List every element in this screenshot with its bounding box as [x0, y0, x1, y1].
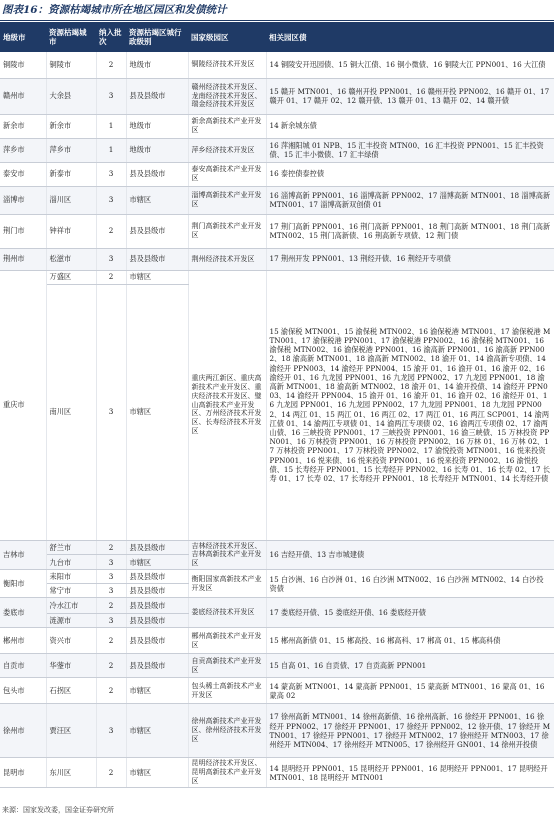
table-row [0, 78, 554, 114]
cell-city: 赣州市 [0, 78, 46, 114]
resource-city-table [0, 22, 554, 788]
cell-bonds: 17 娄底经开债、15 娄底经开债、16 娄底经开债 [266, 598, 554, 628]
cell-batch: 1 [96, 138, 126, 162]
table-row [0, 214, 554, 248]
cell-level: 县及县级市 [126, 540, 188, 555]
cell-city: 自贡市 [0, 654, 46, 678]
cell-level: 县及县级市 [126, 78, 188, 114]
cell-zone: 铜陵经济技术开发区 [188, 52, 266, 78]
cell-level: 市辖区 [126, 555, 188, 570]
cell-batch: 2 [96, 678, 126, 704]
table-row [0, 704, 554, 758]
cell-city: 娄底市 [0, 598, 46, 628]
cell-batch: 3 [96, 614, 126, 628]
cell-city: 荆门市 [0, 214, 46, 248]
header-batch: 纳入批次 [96, 22, 126, 52]
cell-batch: 3 [96, 570, 126, 584]
cell-bonds: 15 白沙洲、16 白沙洲 01、16 白沙洲 MTN002、16 白沙洲 MTN002、14 白沙投资债 [266, 570, 554, 598]
cell-batch: 2 [96, 758, 126, 788]
figure-title-bar [0, 0, 554, 21]
cell-city: 郴州市 [0, 628, 46, 654]
source-note: 来源：国家发改委，国金证券研究所 [2, 806, 114, 814]
cell-zone: 赣州经济技术开发区、龙南经济技术开发区、瑞金经济技术开发区 [188, 78, 266, 114]
cell-batch: 2 [96, 270, 126, 284]
cell-zone: 萍乡经济技术开发区 [188, 138, 266, 162]
figure-title: 图表16：资源枯竭城市所在地区园区和发债统计 [2, 4, 227, 16]
cell-level: 地级市 [126, 52, 188, 78]
cell-sub: 萍乡市 [46, 138, 96, 162]
cell-city: 吉林市 [0, 540, 46, 570]
header-city: 地级市 [0, 22, 46, 52]
cell-batch: 3 [96, 704, 126, 758]
cell-bonds: 17 荆门高新 PPN001、16 荆门高新 PPN001、18 荆门高新 MTN001、18 荆门高新 MTN002、15 荆门高新债、16 荆高新专项债、12 荆门债 [266, 214, 554, 248]
cell-batch: 3 [96, 248, 126, 270]
cell-bonds: 15 赣开 MTN001、16 赣州开投 PPN001、16 赣州开投 PPN002、16 赣开 01、17 赣开 01、17 赣开 02、12 赣开债、13 赣开 01、13 赣开 02、14 赣开债 [266, 78, 554, 114]
cell-bonds: 17 徐州高新 MTN001、14 徐州高新债、16 徐州高新、16 徐经开 PPN001、16 徐经开 PPN002、17 徐经开 PPN001、17 徐经开 PPN002、12 徐开债、17 徐经开 MTN001、17 徐经开 PPN001、17 徐经开 MTN002、17 徐州经开 MTN003、17 徐州经开 MTN004、17 徐州经开 MTN005、17 徐州经开 GN001、14 徐州开投债 [266, 704, 554, 758]
cell-city: 包头市 [0, 678, 46, 704]
cell-batch: 2 [96, 540, 126, 555]
cell-sub: 常宁市 [46, 584, 96, 598]
cell-sub: 万盛区 [46, 270, 96, 284]
table-row [0, 540, 554, 555]
table-row [0, 758, 554, 788]
cell-sub: 钟祥市 [46, 214, 96, 248]
cell-sub: 石拐区 [46, 678, 96, 704]
cell-bonds: 14 昆明经开 PPN001、15 昆明经开 PPN001、16 昆明经开 PPN001、17 昆明经开 MTN001、18 昆明经开 MTN001 [266, 758, 554, 788]
cell-level: 地级市 [126, 138, 188, 162]
cell-zone: 重庆两江新区、重庆高新技术产业开发区、重庆经济技术开发区、璧山高新技术产业开发区、万州经济技术开发区、长寿经济技术开发区 [188, 270, 266, 540]
cell-sub: 淄川区 [46, 186, 96, 214]
cell-zone: 包头稀土高新技术产业开发区 [188, 678, 266, 704]
cell-sub: 新泰市 [46, 162, 96, 186]
cell-level: 市辖区 [126, 186, 188, 214]
cell-zone: 荆门高新技术产业开发区 [188, 214, 266, 248]
cell-batch: 3 [96, 584, 126, 598]
cell-zone: 昆明经济技术开发区、昆明高新技术产业开发区 [188, 758, 266, 788]
cell-batch: 2 [96, 214, 126, 248]
cell-zone: 徐州高新技术产业开发区、徐州经济技术开发区 [188, 704, 266, 758]
cell-sub: 大余县 [46, 78, 96, 114]
cell-bonds: 14 新余城东债 [266, 114, 554, 138]
cell-city: 泰安市 [0, 162, 46, 186]
cell-sub: 九台市 [46, 555, 96, 570]
cell-level: 县及县级市 [126, 162, 188, 186]
header-admin-level: 资源枯竭区城行政级别 [126, 22, 188, 52]
cell-level: 县及县级市 [126, 614, 188, 628]
header-national-zone: 国家级园区 [188, 22, 266, 52]
cell-sub: 涟源市 [46, 614, 96, 628]
cell-bonds: 17 荆州开发 PPN001、13 荆经开债、16 荆经开专项债 [266, 248, 554, 270]
table-row [0, 138, 554, 162]
table-row [0, 570, 554, 584]
cell-zone: 荆州经济技术开发区 [188, 248, 266, 270]
cell-level: 县及县级市 [126, 598, 188, 614]
cell-level: 市辖区 [126, 704, 188, 758]
cell-level: 市辖区 [126, 678, 188, 704]
cell-batch: 3 [96, 284, 126, 540]
cell-bonds: 16 泰控债泰控债 [266, 162, 554, 186]
cell-bonds: 15 自高 01、16 自贡债、17 自贡高新 PPN001 [266, 654, 554, 678]
cell-batch: 3 [96, 186, 126, 214]
cell-bonds: 16 淄博高新 PPN001、16 淄博高新 PPN002、17 淄博高新 MTN001、18 淄博高新 MTN001、17 淄博高新双创债 01 [266, 186, 554, 214]
table-row [0, 162, 554, 186]
table-row [0, 248, 554, 270]
cell-level: 县及县级市 [126, 654, 188, 678]
cell-sub: 新余市 [46, 114, 96, 138]
cell-city: 徐州市 [0, 704, 46, 758]
cell-batch: 3 [96, 78, 126, 114]
cell-batch: 1 [96, 114, 126, 138]
cell-zone: 吉林经济技术开发区、吉林高新技术产业开发区 [188, 540, 266, 570]
cell-bonds: 16 吉经开债、13 吉市城建债 [266, 540, 554, 570]
cell-city: 铜陵市 [0, 52, 46, 78]
cell-level: 市辖区 [126, 758, 188, 788]
cell-level: 县及县级市 [126, 628, 188, 654]
cell-city: 重庆市 [0, 270, 46, 540]
table-row [0, 186, 554, 214]
cell-batch: 2 [96, 654, 126, 678]
cell-city: 萍乡市 [0, 138, 46, 162]
table-row [0, 114, 554, 138]
cell-batch: 3 [96, 162, 126, 186]
cell-sub: 冷水江市 [46, 598, 96, 614]
cell-city: 荆州市 [0, 248, 46, 270]
table-row [0, 654, 554, 678]
cell-level: 市辖区 [126, 270, 188, 284]
header-resource-city: 资源枯竭城市 [46, 22, 96, 52]
cell-bonds: 15 渝保税 MTN001、15 渝保税 MTN002、16 渝保税港 MTN001、17 渝保税港 MTN001、17 渝保税港 PPN001、17 渝保税港 PPN002、16 渝保税 MTN001、16 渝保税 MTN002、16 渝保税港 PPN001、16 渝高新 PPN001、16 渝高新 PPN002、18 渝高新 MTN001、18 渝高新 MTN002、18 渝开 01、14 渝高新专项债、14 渝经开 PPN003、14 渝经开 PPN004、15 渝开 01、16 渝开 01、16 渝开 02、16 渝经开 01、16 九龙园 PPN001、16 九龙园 PPN002、17 九龙园 PPN001、18 渝高新 MTN001、18 渝高新 MTN002、18 渝开 01、14 渝开投债、14 渝经开 PPN003、14 渝经开 PPN004、15 渝开 01、16 渝开 01、16 渝开 02、16 渝经开 01、16 九龙园 PPN001、16 九龙园 PPN002、17 九龙园 PPN001、18 九龙园 PPN002、14 两江 01、15 两江 01、16 两江 02、17 两江 01、16 两江 SCP001、14 渝两江债 01、14 渝两江专项债 01、14 渝两江专项债 02、16 渝两江专项债 02、17 渝两山债、16 三峡投资 PPN001、17 三峡投资 PPN001、16 渝三峡债、15 万林投资 PPN001、16 万林投资 PPN001、16 万林投资 PPN002、16 万林 01、16 万林 02、17 万林投资 PPN001、17 万林投资 PPN002、17 渝悦投资 MTN001、16 悦来投资 PPN001、16 悦来债、16 悦来投资 PPN001、16 悦来投资 PPN002、16 渝悦投债、15 长寿经开 PPN001、15 长寿经开 PPN002、16 长寿 01、16 长寿 02、17 长寿 01、17 长寿 02、17 长寿经开 PPN001、18 长寿经开 MTN001、14 长寿经开债 [266, 270, 554, 540]
cell-bonds: 14 铜陵安开迅园债、15 铜大江债、16 铜小微债、16 铜陵大江 PPN001、16 大江债 [266, 52, 554, 78]
cell-level: 县及县级市 [126, 214, 188, 248]
cell-level: 市辖区 [126, 284, 188, 540]
cell-batch: 2 [96, 628, 126, 654]
cell-zone: 泰安高新技术产业开发区 [188, 162, 266, 186]
cell-city: 衡阳市 [0, 570, 46, 598]
cell-bonds: 14 蒙高新 MTN001、14 蒙高新 PPN001、15 蒙高新 MTN001、16 蒙高 01、16 蒙高 02 [266, 678, 554, 704]
cell-sub: 资兴市 [46, 628, 96, 654]
table-row [0, 270, 554, 284]
table-row [0, 628, 554, 654]
cell-sub: 华蓥市 [46, 654, 96, 678]
cell-batch: 3 [96, 555, 126, 570]
cell-level: 县及县级市 [126, 248, 188, 270]
cell-zone: 淄博高新技术产业开发区 [188, 186, 266, 214]
cell-sub: 南川区 [46, 284, 96, 540]
cell-level: 县及县级市 [126, 570, 188, 584]
cell-city: 昆明市 [0, 758, 46, 788]
cell-batch: 2 [96, 52, 126, 78]
table-row [0, 52, 554, 78]
cell-sub: 松滋市 [46, 248, 96, 270]
cell-level: 县及县级市 [126, 584, 188, 598]
cell-sub: 东川区 [46, 758, 96, 788]
cell-zone: 新余高新技术产业开发区 [188, 114, 266, 138]
cell-zone: 郴州高新技术产业开发区 [188, 628, 266, 654]
table-row [0, 598, 554, 614]
cell-level: 地级市 [126, 114, 188, 138]
cell-sub: 铜陵市 [46, 52, 96, 78]
table-row [0, 678, 554, 704]
cell-city: 新余市 [0, 114, 46, 138]
cell-sub: 舒兰市 [46, 540, 96, 555]
cell-batch: 2 [96, 598, 126, 614]
cell-bonds: 16 萍湘阳城 01 NPB、15 汇丰投资 MTN00、16 汇丰投资 PPN001、15 汇丰投资债、15 汇丰小微债、17 汇丰绿债 [266, 138, 554, 162]
cell-bonds: 15 郴州高新债 01、15 郴高投、16 郴高科、17 郴高 01、15 郴高科债 [266, 628, 554, 654]
cell-sub: 耒阳市 [46, 570, 96, 584]
cell-zone: 自贡高新技术产业开发区 [188, 654, 266, 678]
header-bonds: 相关园区债 [266, 22, 554, 52]
cell-zone: 娄底经济技术开发区 [188, 598, 266, 628]
table-header-row [0, 22, 554, 52]
cell-city: 淄博市 [0, 186, 46, 214]
cell-zone: 衡阳国家高新技术产业开发区 [188, 570, 266, 598]
cell-sub: 贾汪区 [46, 704, 96, 758]
